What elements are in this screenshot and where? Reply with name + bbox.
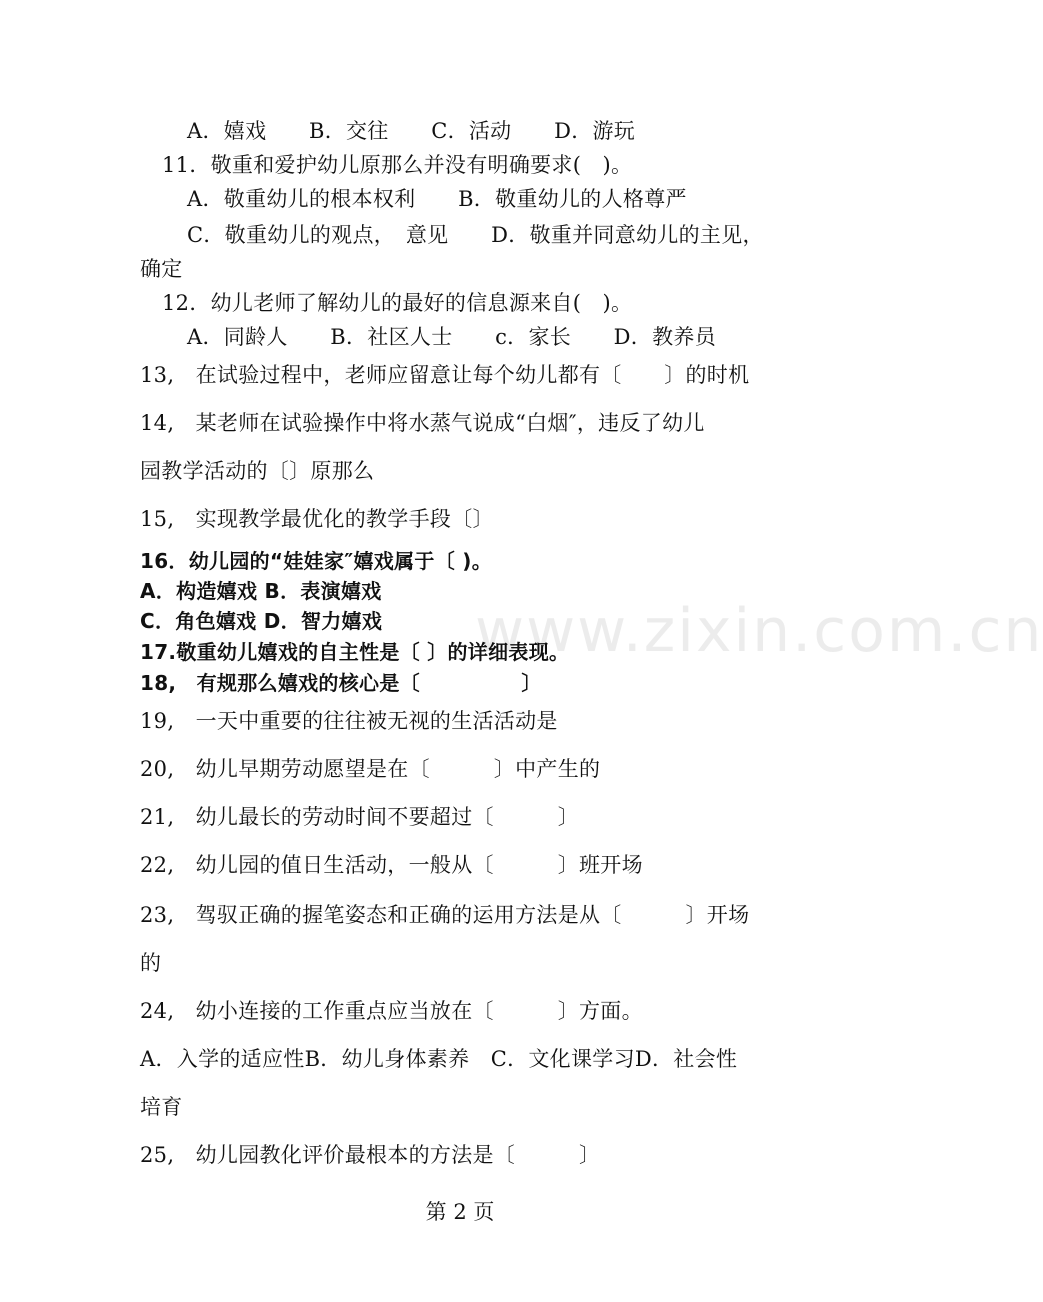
question-16: 16．幼儿园的“娃娃家″嬉戏属于〔 )。	[140, 549, 493, 573]
answer-options-11-ab: A．敬重幼儿的根本权利 B．敬重幼儿的人格尊严	[187, 187, 687, 211]
answer-options-12: A．同龄人 B．社区人士 c．家长 D．教养员	[187, 325, 716, 349]
question-17: 17.敬重幼儿嬉戏的自主性是〔 〕的详细表现。	[140, 640, 570, 664]
question-19: 19, 一天中重要的往往被无视的生活活动是	[140, 709, 558, 733]
question-24: 24, 幼小连接的工作重点应当放在〔 〕方面。	[140, 999, 643, 1023]
answer-options-16-ab: A．构造嬉戏 B．表演嬉戏	[140, 579, 382, 603]
answer-options-16-cd: C．角色嬉戏 D．智力嬉戏	[140, 609, 383, 633]
watermark: www.zixin.com.cn	[475, 596, 1043, 666]
question-14: 14, 某老师在试验操作中将水蒸气说成“白烟″，违反了幼儿	[140, 411, 705, 435]
question-12: 12．幼儿老师了解幼儿的最好的信息源来自( )。	[162, 291, 633, 315]
question-18: 18, 有规那么嬉戏的核心是〔 〕	[140, 671, 542, 695]
question-20: 20, 幼儿早期劳动愿望是在〔 〕中产生的	[140, 757, 601, 781]
question-14-wrap: 园教学活动的〔〕原那么	[140, 459, 375, 483]
question-22: 22, 幼儿园的值日生活动，一般从〔 〕班开场	[140, 853, 643, 877]
question-23: 23, 驾驭正确的握笔姿态和正确的运用方法是从〔 〕开场	[140, 903, 750, 927]
answer-options-24: A．入学的适应性B．幼儿身体素养 C．文化课学习D．社会性	[140, 1047, 738, 1071]
answer-options-11-wrap: 确定	[140, 257, 183, 281]
page-number: 第 2 页	[425, 1200, 495, 1224]
question-23-wrap: 的	[140, 951, 162, 975]
question-15: 15, 实现教学最优化的教学手段〔〕	[140, 507, 494, 531]
question-21: 21, 幼儿最长的劳动时间不要超过〔 〕	[140, 805, 579, 829]
question-13: 13, 在试验过程中，老师应留意让每个幼儿都有〔 〕的时机	[140, 363, 750, 387]
question-25: 25, 幼儿园教化评价最根本的方法是〔 〕	[140, 1143, 601, 1167]
answer-options-24-wrap: 培育	[140, 1095, 183, 1119]
answer-options-10: A．嬉戏 B．交往 C．活动 D．游玩	[187, 119, 636, 143]
answer-options-11-cd: C．敬重幼儿的观点， 意见 D．敬重并同意幼儿的主见，	[187, 223, 764, 247]
question-11: 11．敬重和爱护幼儿原那么并没有明确要求( )。	[162, 153, 633, 177]
